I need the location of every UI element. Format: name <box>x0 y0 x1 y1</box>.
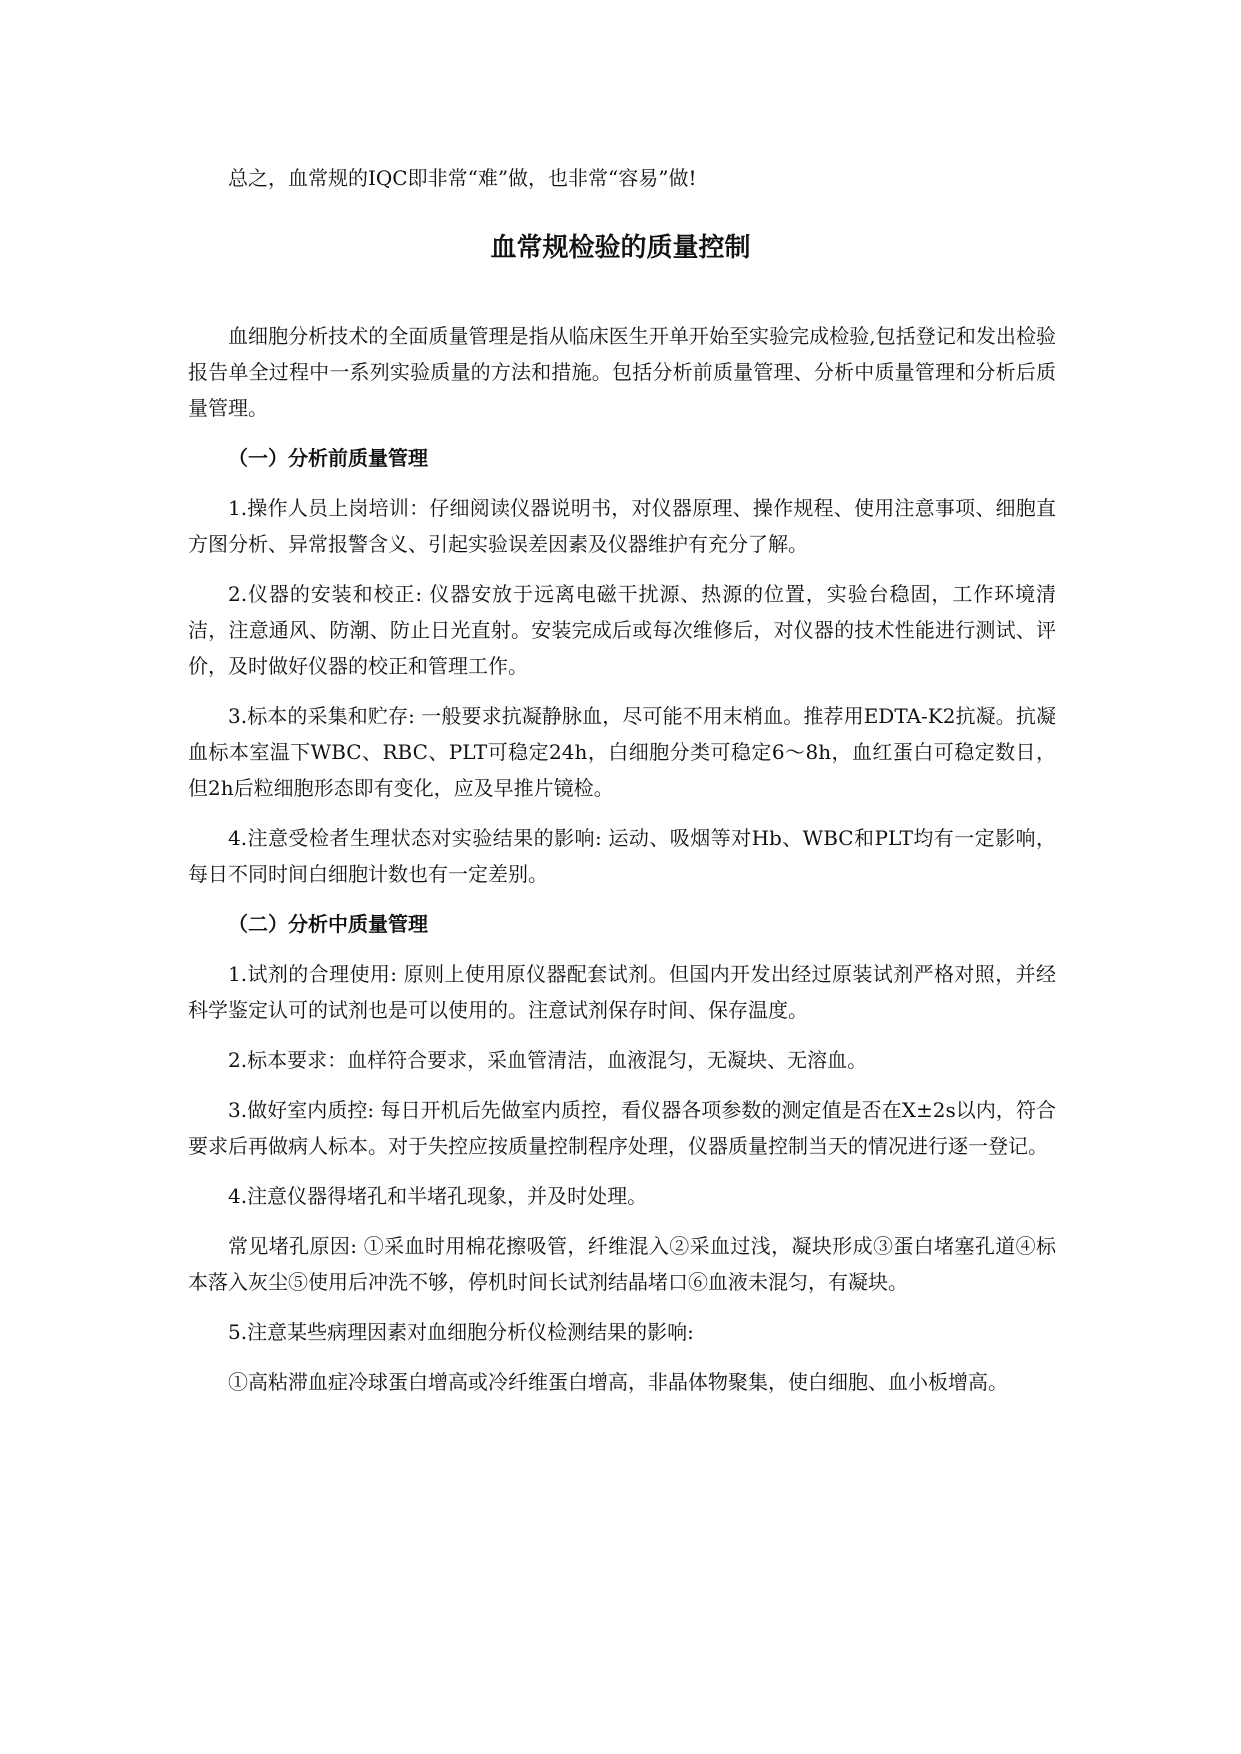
paragraph-internal-qc: 3.做好室内质控: 每日开机后先做室内质控，看仪器各项参数的测定值是否在X±2s以内，符合要求后再做病人标本。对于失控应按质量控制程序处理，仪器质量控制当天的情况进行逐一登记。 <box>188 1098 1056 1158</box>
paragraph-operator-training: 1.操作人员上岗培训：仔细阅读仪器说明书，对仪器原理、操作规程、使用注意事项、细胞直方图分析、异常报警含义、引起实验误差因素及仪器维护有充分了解。 <box>188 496 1056 556</box>
paragraph-pathological-factors: 5.注意某些病理因素对血细胞分析仪检测结果的影响: <box>228 1320 694 1344</box>
overview-paragraph: 血细胞分析技术的全面质量管理是指从临床医生开单开始至实验完成检验,包括登记和发出检验报告单全过程中一系列实验质量的方法和措施。包括分析前质量管理、分析中质量管理和分析后质量管理。 <box>188 324 1056 420</box>
paragraph-clogging: 4.注意仪器得堵孔和半堵孔现象，并及时处理。 <box>228 1184 648 1208</box>
section-heading-in-analysis: （二）分析中质量管理 <box>228 912 428 936</box>
intro-paragraph: 总之，血常规的IQC即非常“难”做，也非常“容易”做! <box>228 166 697 190</box>
paragraph-specimen-collection: 3.标本的采集和贮存: 一般要求抗凝静脉血，尽可能不用末梢血。推荐用EDTA-K2抗凝。抗凝血标本室温下WBC、RBC、PLT可稳定24h，白细胞分类可稳定6～8h，血红蛋白可稳定数日，但2h后粒细胞形态即有变化，应及早推片镜检。 <box>188 704 1056 800</box>
document-body <box>188 318 1056 1414</box>
paragraph-specimen-requirements: 2.标本要求：血样符合要求，采血管清洁，血液混匀，无凝块、无溶血。 <box>228 1048 868 1072</box>
paragraph-reagent-use: 1.试剂的合理使用: 原则上使用原仪器配套试剂。但国内开发出经过原装试剂严格对照，并经科学鉴定认可的试剂也是可以使用的。注意试剂保存时间、保存温度。 <box>188 962 1056 1022</box>
paragraph-installation-calibration: 2.仪器的安装和校正: 仪器安放于远离电磁干扰源、热源的位置，实验台稳固，工作环境清洁，注意通风、防潮、防止日光直射。安装完成后或每次维修后，对仪器的技术性能进行测试、评价，及时做好仪器的校正和管理工作。 <box>188 582 1056 678</box>
section-heading-pre-analysis: （一）分析前质量管理 <box>228 446 428 470</box>
paragraph-physiological-state: 4.注意受检者生理状态对实验结果的影响: 运动、吸烟等对Hb、WBC和PLT均有一定影响，每日不同时间白细胞计数也有一定差别。 <box>188 826 1056 886</box>
paragraph-clogging-causes: 常见堵孔原因: ①采血时用棉花擦吸管，纤维混入②采血过浅，凝块形成③蛋白堵塞孔道④标本落入灰尘⑤使用后冲洗不够，停机时间长试剂结晶堵口⑥血液未混匀，有凝块。 <box>188 1234 1056 1294</box>
page-title: 血常规检验的质量控制 <box>490 233 751 263</box>
paragraph-hyperviscosity: ①高粘滞血症冷球蛋白增高或冷纤维蛋白增高，非晶体物聚集，使白细胞、血小板增高。 <box>228 1370 1008 1394</box>
